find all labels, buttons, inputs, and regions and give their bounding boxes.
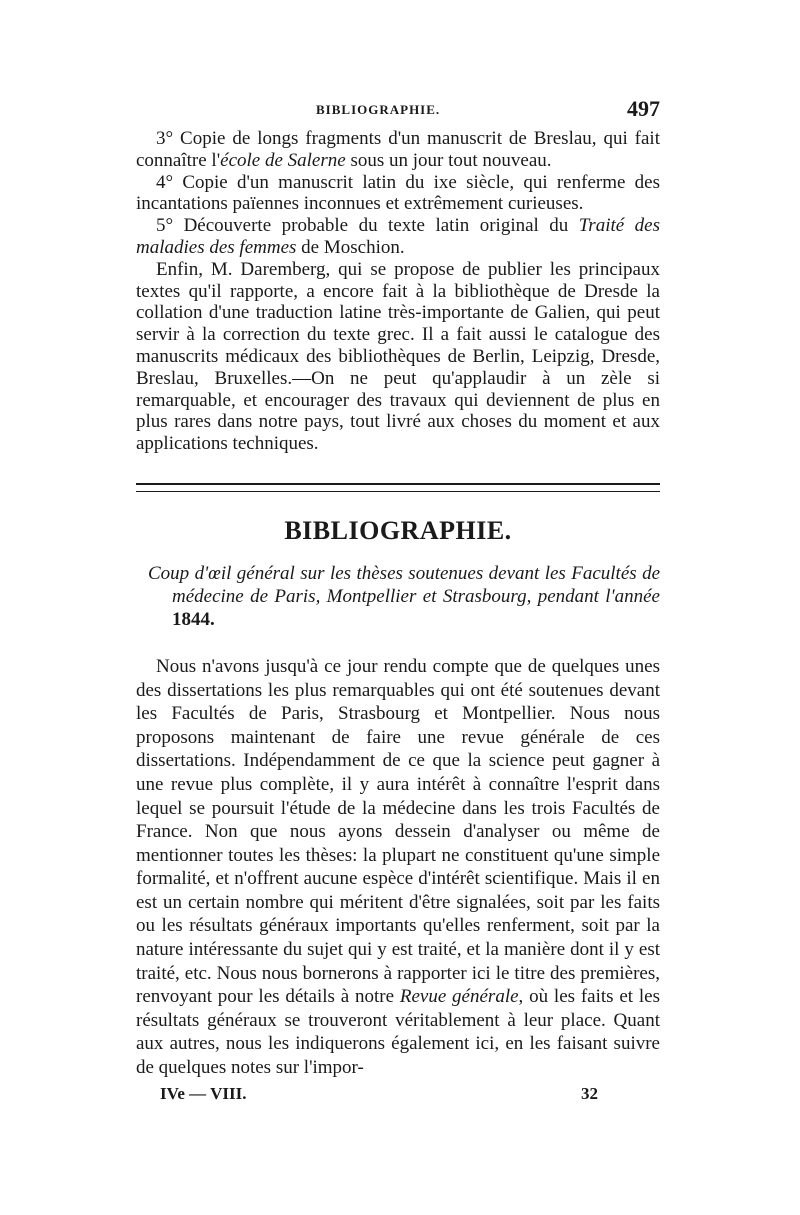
page-number: 497 xyxy=(627,96,660,121)
article-body xyxy=(136,655,660,1080)
sheet-signature: IVe — VIII. xyxy=(160,1083,247,1103)
paragraph-item-3: 3° Copie de longs fragments d'un manuscrit de Breslau, qui fait connaître l'école de Salerne sous un jour tout nouveau. xyxy=(136,128,660,171)
running-header xyxy=(136,96,660,122)
article-paragraph: Nous n'avons jusqu'à ce jour rendu compte que de quelques unes des dissertations les plus remarquables qui ont été soutenues devant les Facultés de Paris, Strasbourg et Montpellier. Nous nous proposons maintenant de faire une revue générale de ces dissertations. Indépendamment de ce que la science peut gagner à une revue plus complète, il y aura intérêt à connaître l'esprit dans lequel se poursuit l'étude de la médecine dans les trois Facultés de France. Non que nous ayons dessein d'analyser ou même de mentionner toutes les thèses: la plupart ne constituent qu'une simple formalité, et n'offrent aucune espèce d'intérêt scientifique. Mais il en est un certain nombre qui méritent d'être signalées, soit par les faits ou les résultats généraux importants qu'elles renferment, soit par la nature intéressante du sujet qui y est traité, et la manière dont il y est traité, etc. Nous nous bornerons à rapporter ici le titre des premières, renvoyant pour les détails à notre Revue générale, où les faits et les résultats généraux se trouveront véritablement à leur place. Quant aux autres, nous les indiquerons également ici, en les faisant suivre de quelques notes sur l'impor- xyxy=(136,655,660,1079)
paragraph-item-4: 4° Copie d'un manuscrit latin du ixe siècle, qui renferme des incantations païennes inconnues et extrêmement curieuses. xyxy=(136,171,660,215)
running-title: BIBLIOGRAPHIE. xyxy=(316,102,441,117)
book-page xyxy=(136,96,660,1108)
sheet-number: 32 xyxy=(581,1083,598,1103)
paragraph-item-5: 5° Découverte probable du texte latin original du Traité des maladies des femmes de Moschion. xyxy=(136,215,660,258)
section-title: BIBLIOGRAPHIE. xyxy=(284,515,512,545)
page-footer xyxy=(136,1082,660,1108)
paragraph-daremberg: Enfin, M. Daremberg, qui se propose de publier les principaux textes qu'il rapporte, a encore fait à la bibliothèque de Dresde la collation d'une traduction latine très-importante de Galien, qui peut servir à la correction du texte grec. Il a fait aussi le catalogue des manuscrits médicaux des bibliothèques de Berlin, Leipzig, Dresde, Breslau, Bruxelles.—On ne peut qu'applaudir à un zèle si remarquable, et encourager des travaux qui deviennent de plus en plus rares dans notre pays, tout livré aux choses du moment et aux applications techniques. xyxy=(136,258,660,455)
article-title: Coup d'œil général sur les thèses soutenues devant les Facultés de médecine de Paris, Montpellier et Strasbourg, pendant l'année 1844. xyxy=(148,562,660,630)
section-divider xyxy=(136,483,660,492)
article-year: 1844. xyxy=(172,608,215,630)
